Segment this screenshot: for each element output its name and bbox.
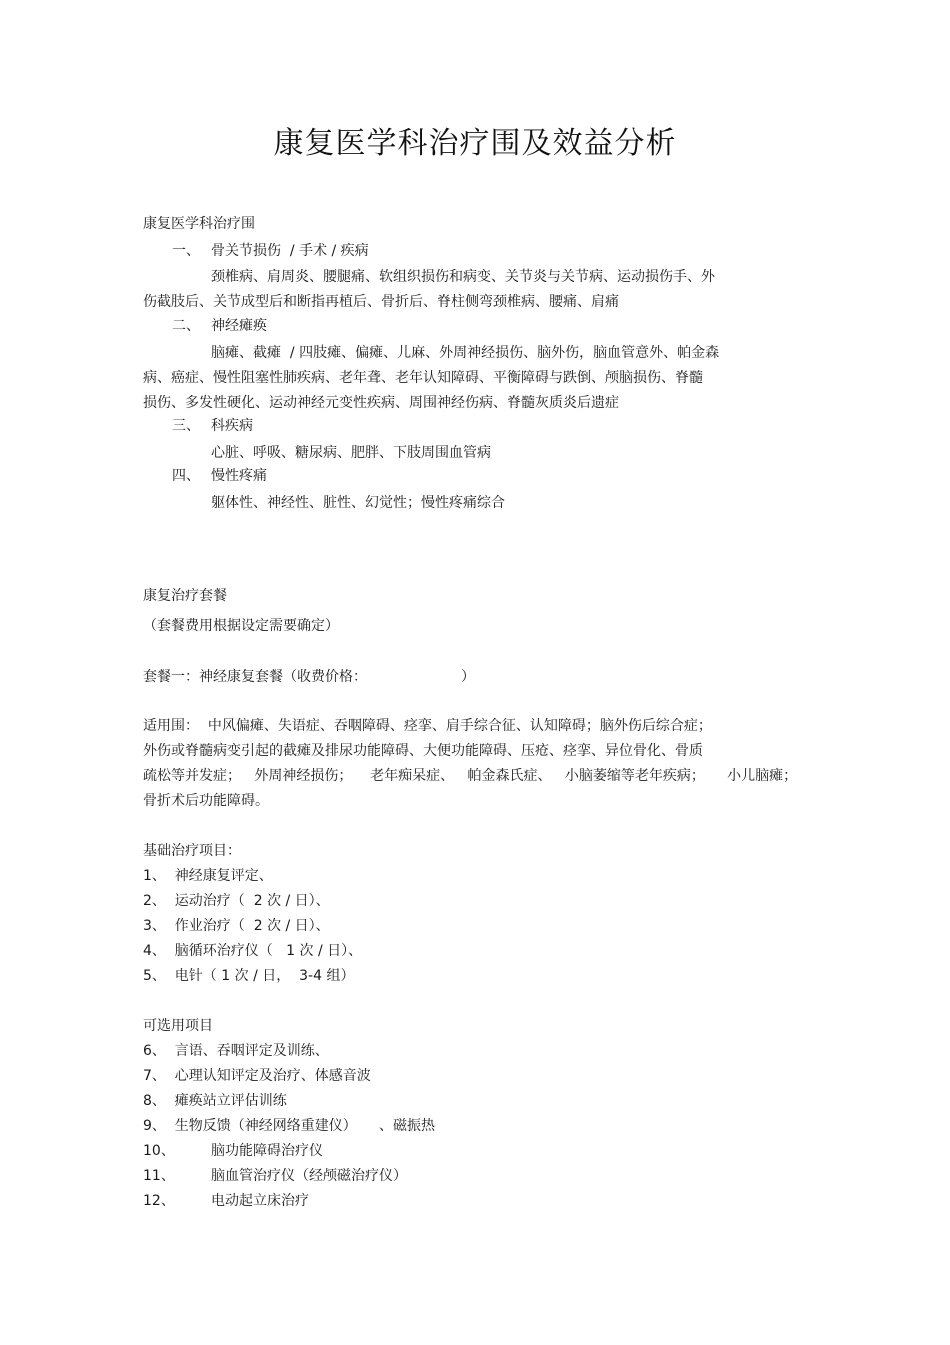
- optional-item: 8、 瘫痪站立评估训练: [143, 1093, 287, 1109]
- scope-item-number: 四、: [172, 468, 200, 484]
- section-heading-scope: 康复医学科治疗围: [143, 216, 255, 232]
- scope-item-desc-line: 伤截肢后、关节成型后和断指再植后、骨折后、脊柱侧弯颈椎病、腰痛、肩痛: [143, 294, 619, 310]
- scope-item-number: 一、: [172, 243, 200, 259]
- optional-item-number: 11、: [143, 1168, 175, 1184]
- optional-item: 6、 言语、吞咽评定及训练、: [143, 1043, 329, 1059]
- scope-item-number: 三、: [172, 418, 200, 434]
- section-heading-packages: 康复治疗套餐: [143, 588, 227, 604]
- optional-item-number: 10、: [143, 1143, 175, 1159]
- applicable-scope-line: 疏松等并发症； 外周神经损伤； 老年痴呆症、 帕金森氏症、 小脑萎缩等老年疾病； 小儿脑瘫；: [143, 768, 798, 784]
- basic-item: 1、 神经康复评定、: [143, 868, 273, 884]
- package-title-close: ）: [461, 669, 475, 685]
- scope-item-number: 二、: [172, 318, 200, 334]
- scope-item-title: 科疾病: [211, 418, 253, 434]
- optional-item-number: 12、: [143, 1193, 175, 1209]
- optional-item-text: 脑功能障碍治疗仪: [211, 1143, 323, 1159]
- packages-note: （套餐费用根据设定需要确定）: [143, 618, 339, 634]
- basic-item: 2、 运动治疗（ 2 次 / 日）、: [143, 893, 330, 909]
- document-title: 康复医学科治疗围及效益分析: [273, 126, 677, 161]
- applicable-scope-line: 骨折术后功能障碍。: [143, 793, 269, 809]
- package-title: 套餐一：神经康复套餐（收费价格：: [143, 669, 367, 685]
- scope-item-title: 慢性疼痛: [211, 468, 267, 484]
- optional-item-text: 脑血管治疗仪（经颅磁治疗仪）: [211, 1168, 407, 1184]
- scope-item-title: 骨关节损伤 / 手术 / 疾病: [211, 243, 369, 259]
- optional-item: 9、 生物反馈（神经网络重建仪） 、磁振热: [143, 1118, 436, 1134]
- scope-item-desc-line: 脑瘫、截瘫 / 四肢瘫、偏瘫、儿麻、外周神经损伤、脑外伤，脑血管意外、帕金森: [211, 345, 720, 361]
- scope-item-desc-line: 躯体性、神经性、脏性、幻觉性；慢性疼痛综合: [211, 495, 505, 511]
- basic-item: 5、 电针（ 1 次 / 日， 3-4 组）: [143, 968, 355, 984]
- applicable-scope-line: 适用围： 中风偏瘫、失语症、吞咽障碍、痉挛、肩手综合征、认知障碍；脑外伤后综合症；: [143, 718, 712, 734]
- scope-item-desc-line: 损伤、多发性硬化、运动神经元变性疾病、周围神经伤病、脊髓灰质炎后遗症: [143, 395, 619, 411]
- optional-item: 7、 心理认知评定及治疗、体感音波: [143, 1068, 371, 1084]
- basic-item: 4、 脑循环治疗仪（ 1 次 / 日）、: [143, 943, 363, 959]
- optional-item-text: 电动起立床治疗: [211, 1193, 309, 1209]
- optional-items-heading: 可选用项目: [143, 1018, 213, 1034]
- applicable-scope-line: 外伤或脊髓病变引起的截瘫及排尿功能障碍、大便功能障碍、压疮、痉挛、异位骨化、骨质: [143, 743, 703, 759]
- scope-item-title: 神经瘫痪: [211, 318, 267, 334]
- scope-item-desc-line: 颈椎病、肩周炎、腰腿痛、软组织损伤和病变、关节炎与关节病、运动损伤手、外: [211, 269, 715, 285]
- basic-items-heading: 基础治疗项目：: [143, 843, 241, 859]
- scope-item-desc-line: 病、癌症、慢性阻塞性肺疾病、老年聋、老年认知障碍、平衡障碍与跌倒、颅脑损伤、脊髓: [143, 370, 703, 386]
- basic-item: 3、 作业治疗（ 2 次 / 日）、: [143, 918, 330, 934]
- scope-item-desc-line: 心脏、呼吸、糖尿病、肥胖、下肢周围血管病: [211, 445, 491, 461]
